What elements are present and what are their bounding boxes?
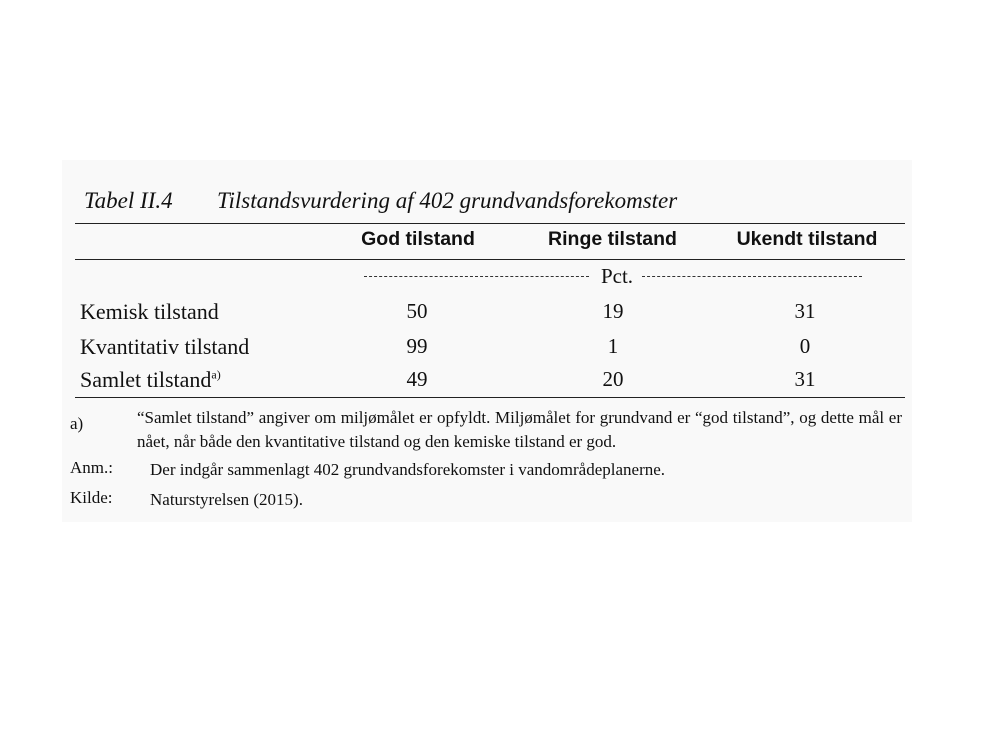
- footnote-marker: a): [211, 367, 221, 382]
- cell: 31: [794, 299, 816, 323]
- table-caption: [84, 188, 677, 214]
- row-label-kemisk: Kemisk tilstand: [80, 299, 219, 324]
- cell: 99: [406, 334, 428, 358]
- note-text-kilde: Naturstyrelsen (2015).: [150, 490, 303, 509]
- bottom-rule: [75, 397, 905, 398]
- table-document: [62, 160, 912, 522]
- cell: 19: [602, 299, 624, 323]
- column-header-ukendt: Ukendt tilstand: [736, 228, 878, 250]
- top-rule: [75, 223, 905, 224]
- cell: 20: [602, 367, 624, 391]
- table-title: Tilstandsvurdering af 402 grundvandsforekomster: [217, 188, 678, 213]
- unit-label: Pct.: [600, 264, 634, 288]
- unit-row: [352, 263, 872, 291]
- cell: 1: [607, 334, 619, 358]
- note-key-a: a): [70, 414, 84, 433]
- column-header-god: God tilstand: [361, 228, 475, 250]
- unit-dash-left: [364, 276, 589, 277]
- header-rule: [75, 259, 905, 260]
- cell: 31: [794, 367, 816, 391]
- cell: 0: [799, 334, 811, 358]
- row-label-kvantitativ: Kvantitativ tilstand: [80, 334, 250, 359]
- column-header-ringe: Ringe tilstand: [548, 228, 677, 250]
- note-key-anm: Anm.:: [70, 458, 113, 477]
- row-label-samlet: Samlet tilstand$^{a)}$: [80, 367, 221, 392]
- note-text-a: “Samlet tilstand” angiver om miljømålet er opfyldt. Miljømålet for grundvand er “god tilstand”, og dette mål er nået, når både den kvantitative tilstand og den kemiske tilstand er god.: [137, 408, 902, 451]
- note-text-anm: Der indgår sammenlagt 402 grundvandsforekomster i vandområdeplanerne.: [150, 460, 666, 479]
- cell: 49: [406, 367, 428, 391]
- note-key-kilde: Kilde:: [70, 488, 113, 507]
- table-label: Tabel II.4: [84, 188, 173, 213]
- cell: 50: [406, 299, 428, 323]
- unit-dash-right: [642, 276, 862, 277]
